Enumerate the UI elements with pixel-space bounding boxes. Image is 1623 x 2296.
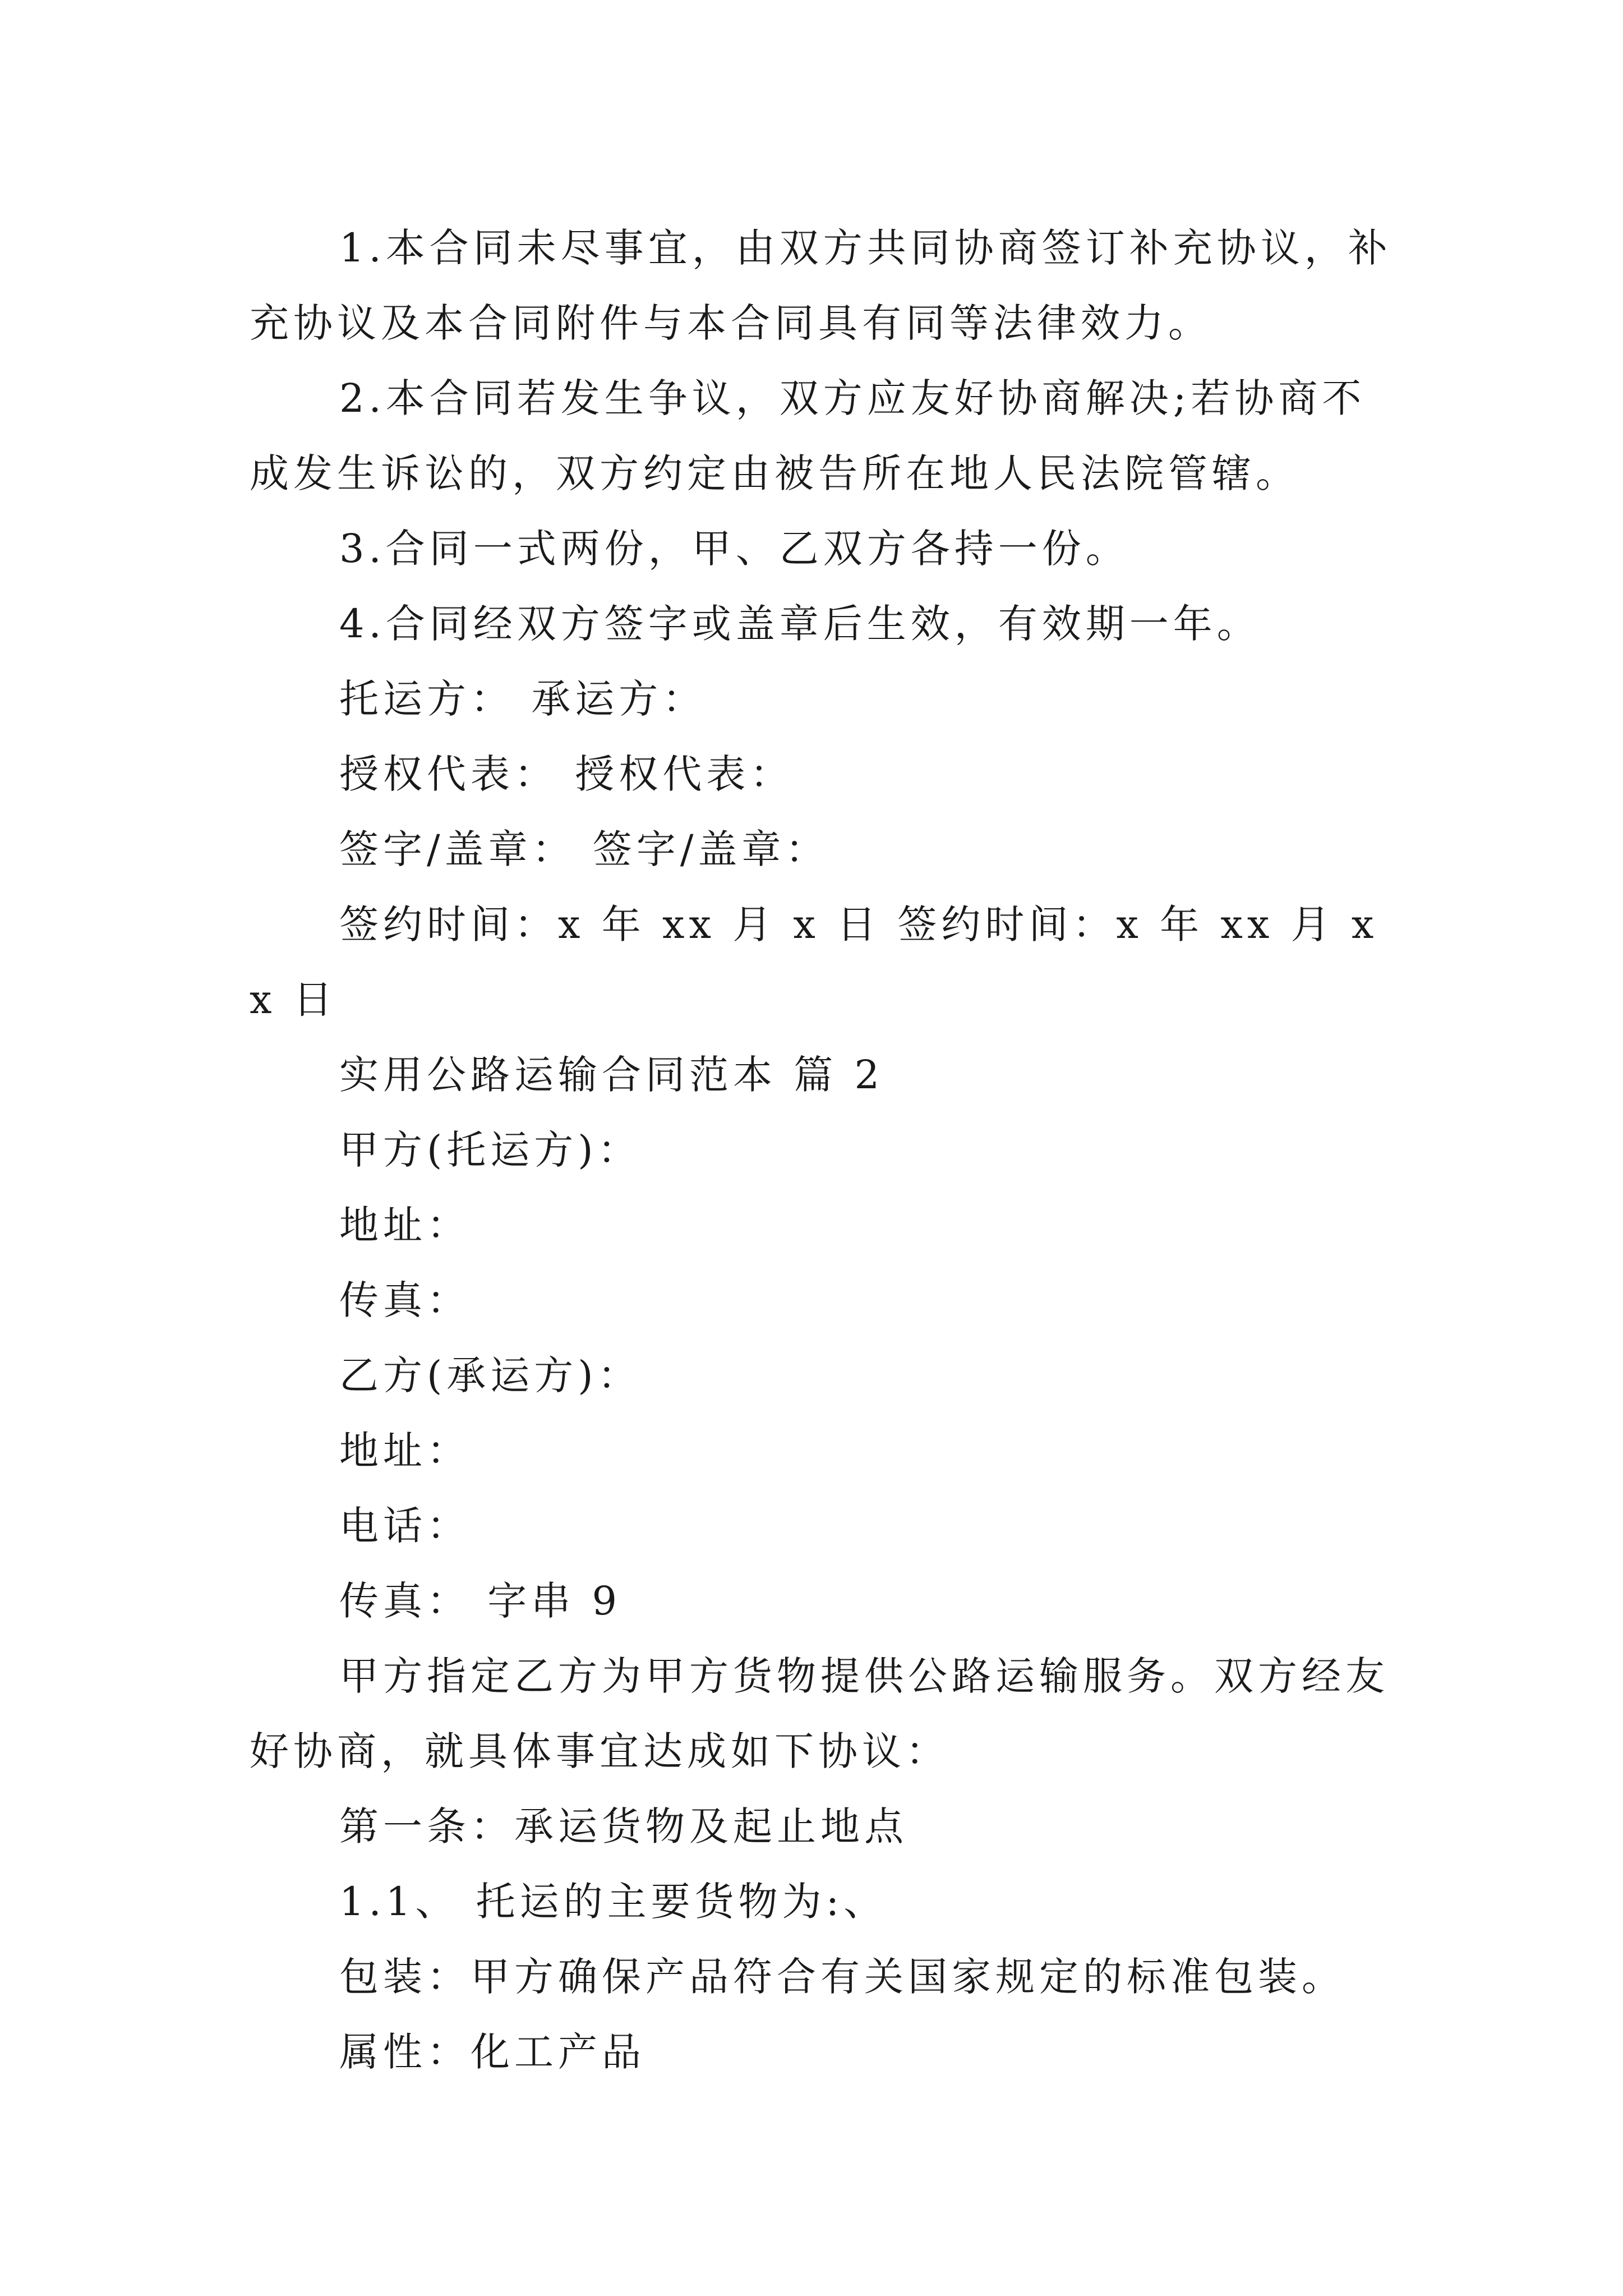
party-b-address: 地址： — [339, 1428, 471, 1474]
party-b-phone: 电话： — [339, 1503, 471, 1549]
section-title: 实用公路运输合同范本 篇 2 — [339, 1052, 884, 1098]
agreement-intro: 甲方指定乙方为甲方货物提供公路运输服务。双方经友好协商，就具体事宜达成如下协议： — [250, 1653, 1389, 1774]
party-a-label: 甲方(托运方)： — [339, 1127, 642, 1173]
signature-date: 签约时间：x 年 xx 月 x 日 签约时间：x 年 xx 月 xx 日 — [250, 901, 1378, 1023]
packaging-clause: 包装：甲方确保产品符合有关国家规定的标准包装。 — [339, 1954, 1345, 2000]
clause-3: 3.合同一式两份，甲、乙双方各持一份。 — [339, 526, 1129, 572]
document-body — [250, 210, 1394, 2090]
signature-seal: 签字/盖章： 签字/盖章： — [339, 826, 829, 872]
attribute-clause: 属性：化工产品 — [339, 2029, 645, 2075]
article-1-1: 1.1、 托运的主要货物为:、 — [339, 1879, 888, 1925]
party-b-fax: 传真： 字串 9 — [339, 1578, 622, 1624]
party-a-address: 地址： — [339, 1202, 471, 1248]
clause-4: 4.合同经双方签字或盖章后生效，有效期一年。 — [339, 601, 1261, 647]
signature-parties: 托运方： 承运方： — [339, 676, 707, 722]
signature-representatives: 授权代表： 授权代表： — [339, 751, 794, 797]
clause-1: 1.本合同未尽事宜，由双方共同协商签订补充协议，补充协议及本合同附件与本合同具有同等法律效力。 — [250, 225, 1392, 346]
article-1-title: 第一条：承运货物及起止地点 — [339, 1803, 908, 1849]
clause-2: 2.本合同若发生争议，双方应友好协商解决;若协商不成发生诉讼的，双方约定由被告所在地人民法院管辖。 — [250, 375, 1366, 496]
party-b-label: 乙方(承运方)： — [339, 1352, 642, 1398]
party-a-fax: 传真： — [339, 1277, 471, 1323]
